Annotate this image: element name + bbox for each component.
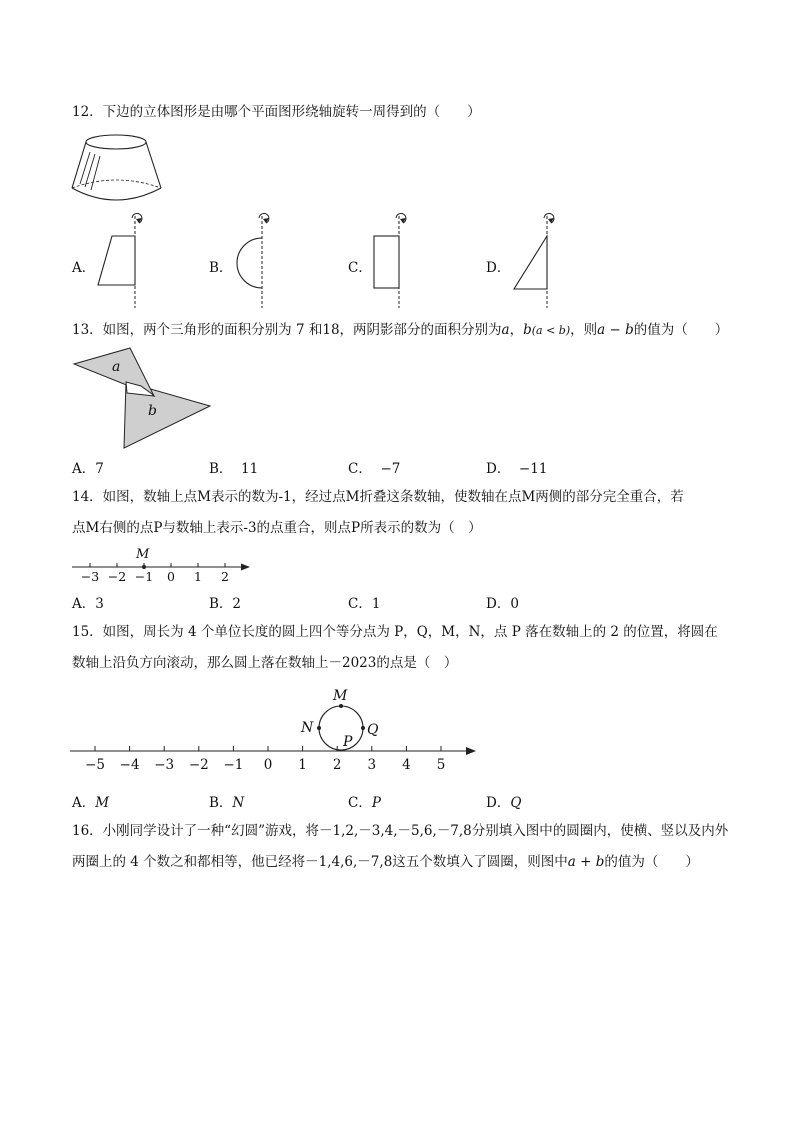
q15-tick-label: 5 (436, 757, 446, 773)
q15-stem-line1: 15．如图，周长为 4 个单位长度的圆上四个等分点为 P，Q，M，N，点 P 落在数轴上的 2 的位置，将圆在 (72, 624, 718, 640)
q15-label-n: N (301, 720, 314, 736)
q15-circle (319, 706, 363, 750)
q15-option-c[interactable]: C．P (348, 795, 381, 811)
q13-label-a: a (112, 359, 121, 375)
q15-tick-label: 0 (263, 757, 273, 773)
q14-tick-label: −3 (80, 569, 100, 584)
q12-option-c-figure (368, 212, 428, 312)
q13-triangles-figure (70, 344, 220, 452)
q14-tick-label: 1 (194, 569, 202, 584)
q13-var-b: b (523, 322, 532, 338)
q13-condition: (a < b) (531, 324, 571, 337)
q14-tick-label: 0 (167, 569, 175, 584)
q14-number-line (70, 544, 255, 586)
q14-tick-label: −1 (134, 569, 154, 584)
q16-stem-line2 (72, 853, 699, 871)
q14-option-c[interactable]: C．1 (348, 596, 381, 612)
q15-tick-label: −4 (119, 757, 140, 773)
q15-tick-label: −5 (85, 757, 105, 773)
q14-tick-label: −2 (107, 569, 127, 584)
q16-line2-part1: 两圈上的 4 个数之和都相等，他已经将－1,4,6,－7,8这五个数填入了圆圈，则图中 (72, 854, 568, 870)
q15-option-d[interactable]: D．Q (486, 795, 522, 811)
q15-tick-label: 1 (298, 757, 307, 773)
q15-tick-label: 3 (367, 757, 377, 773)
q13-option-d[interactable]: D． −11 (486, 461, 548, 477)
q12-option-b-letter[interactable]: B． (209, 260, 233, 276)
q12-frustum-figure (68, 132, 168, 208)
q14-tick-label: 2 (221, 569, 229, 584)
q13-option-a[interactable]: A．7 (72, 461, 104, 477)
q16-line2-part2: 的值为（ ） (604, 854, 699, 870)
q15-option-a[interactable]: A．M (72, 795, 110, 811)
q13-option-b[interactable]: B． 11 (209, 461, 259, 477)
q15-label-p: P (343, 734, 353, 750)
q13-option-c[interactable]: C． −7 (348, 461, 401, 477)
q15-tick-label: 4 (402, 757, 411, 773)
q15-label-m: M (333, 688, 348, 704)
q15-tick-label: −3 (154, 757, 175, 773)
q14-ticks (81, 563, 229, 584)
q12-option-d-letter[interactable]: D． (486, 260, 511, 276)
q13-var-a: a (501, 322, 510, 338)
q13-label-b: b (148, 403, 157, 419)
q13-expression: a − b (597, 322, 634, 338)
q13-stem: 13．如图，两个三角形的面积分别为 7 和18，两阴影部分的面积分别为a，b(a < b)，则a − b的值为（ ） (72, 322, 729, 338)
q12-option-a-figure (94, 212, 154, 312)
q14-point-label-m: M (136, 547, 150, 562)
q15-ticks (85, 746, 445, 773)
q14-option-d[interactable]: D．0 (486, 596, 519, 612)
q15-label-q: Q (367, 722, 379, 738)
q12-option-a-letter[interactable]: A． (72, 260, 96, 276)
q16-stem-line1: 16．小刚同学设计了一种“幻圆”游戏，将－1,2,－3,4,－5,6,－7,8分别填入图中的圆圈内，使横、竖以及内外 (72, 823, 729, 839)
q12-option-c-letter[interactable]: C． (348, 260, 372, 276)
q13-stem-part2: ，则 (570, 322, 598, 338)
q14-stem-line2: 点M右侧的点P与数轴上表示-3的点重合，则点P所表示的数为（ ） (72, 520, 482, 536)
q13-stem-part3: 的值为（ ） (633, 322, 729, 338)
q13-stem-part1: 13．如图，两个三角形的面积分别为 7 和18，两阴影部分的面积分别为 (72, 322, 502, 338)
q15-tick-label: −1 (223, 757, 244, 773)
q15-stem-line2: 数轴上沿负方向滚动，那么圆上落在数轴上－2023的点是（ ） (72, 655, 458, 671)
q15-tick-label: 2 (332, 757, 342, 773)
q12-stem: 12．下边的立体图形是由哪个平面图形绕轴旋转一周得到的（ ） (72, 104, 481, 120)
q12-option-b-figure (228, 212, 288, 312)
q14-option-b[interactable]: B．2 (209, 596, 242, 612)
q16-expression: a + b (567, 854, 605, 870)
q15-option-b[interactable]: B．N (209, 795, 245, 811)
q14-option-a[interactable]: A．3 (72, 596, 104, 612)
q14-stem-line1: 14．如图，数轴上点M表示的数为-1，经过点M折叠这条数轴，使数轴在点M两侧的部分完全重合，若 (72, 489, 684, 505)
q15-tick-label: −2 (188, 757, 209, 773)
q12-option-d-figure (508, 212, 568, 312)
q15-circle-number-line (68, 684, 480, 776)
